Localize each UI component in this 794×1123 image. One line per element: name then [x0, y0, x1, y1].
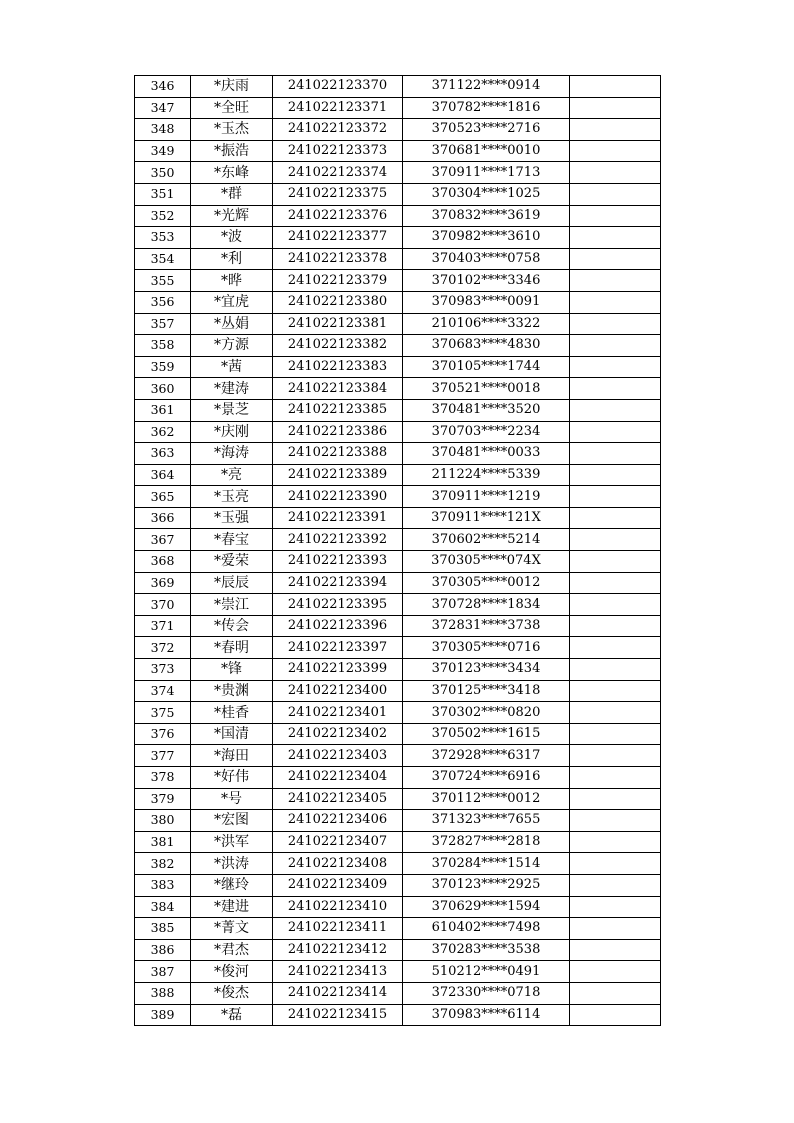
name-cell: *茜	[191, 356, 273, 378]
exam-id-cell: 241022123382	[273, 335, 403, 357]
table-row	[135, 594, 661, 616]
name-cell: *传会	[191, 615, 273, 637]
remarks-cell	[570, 486, 661, 508]
remarks-cell	[570, 464, 661, 486]
id-card-cell: 370782****1816	[403, 97, 570, 119]
id-card-cell: 370911****1219	[403, 486, 570, 508]
remarks-cell	[570, 183, 661, 205]
id-card-cell: 370112****0012	[403, 788, 570, 810]
id-card-cell: 370305****0716	[403, 637, 570, 659]
id-card-cell: 370911****121X	[403, 507, 570, 529]
table-row	[135, 874, 661, 896]
id-card-cell: 370983****0091	[403, 291, 570, 313]
exam-id-cell: 241022123381	[273, 313, 403, 335]
exam-id-cell: 241022123377	[273, 227, 403, 249]
id-card-cell: 370305****074X	[403, 551, 570, 573]
remarks-cell	[570, 248, 661, 270]
row-number-cell: 361	[135, 399, 191, 421]
exam-id-cell: 241022123390	[273, 486, 403, 508]
table-row	[135, 659, 661, 681]
name-cell: *春明	[191, 637, 273, 659]
table-row	[135, 615, 661, 637]
id-card-cell: 372928****6317	[403, 745, 570, 767]
exam-id-cell: 241022123376	[273, 205, 403, 227]
exam-id-cell: 241022123392	[273, 529, 403, 551]
row-number-cell: 360	[135, 378, 191, 400]
exam-id-cell: 241022123406	[273, 810, 403, 832]
name-cell: *洪涛	[191, 853, 273, 875]
remarks-cell	[570, 162, 661, 184]
name-cell: *俊杰	[191, 982, 273, 1004]
exam-id-cell: 241022123395	[273, 594, 403, 616]
name-cell: *君杰	[191, 939, 273, 961]
table-row	[135, 723, 661, 745]
remarks-cell	[570, 1004, 661, 1026]
table-row	[135, 745, 661, 767]
id-card-cell: 370982****3610	[403, 227, 570, 249]
row-number-cell: 346	[135, 76, 191, 98]
remarks-cell	[570, 205, 661, 227]
remarks-cell	[570, 572, 661, 594]
row-number-cell: 372	[135, 637, 191, 659]
row-number-cell: 355	[135, 270, 191, 292]
table-row	[135, 356, 661, 378]
table-row	[135, 97, 661, 119]
exam-id-cell: 241022123397	[273, 637, 403, 659]
name-cell: *宜虎	[191, 291, 273, 313]
remarks-cell	[570, 313, 661, 335]
exam-id-cell: 241022123414	[273, 982, 403, 1004]
remarks-cell	[570, 76, 661, 98]
id-card-cell: 211224****5339	[403, 464, 570, 486]
id-card-cell: 371323****7655	[403, 810, 570, 832]
id-card-cell: 370305****0012	[403, 572, 570, 594]
row-number-cell: 377	[135, 745, 191, 767]
name-cell: *玉杰	[191, 119, 273, 141]
table-body	[135, 76, 661, 1026]
exam-id-cell: 241022123412	[273, 939, 403, 961]
id-card-cell: 370683****4830	[403, 335, 570, 357]
row-number-cell: 383	[135, 874, 191, 896]
remarks-cell	[570, 421, 661, 443]
row-number-cell: 379	[135, 788, 191, 810]
id-card-cell: 370102****3346	[403, 270, 570, 292]
id-card-cell: 370481****0033	[403, 443, 570, 465]
name-cell: *磊	[191, 1004, 273, 1026]
id-card-cell: 372827****2818	[403, 831, 570, 853]
exam-id-cell: 241022123411	[273, 918, 403, 940]
remarks-cell	[570, 723, 661, 745]
exam-id-cell: 241022123373	[273, 140, 403, 162]
row-number-cell: 363	[135, 443, 191, 465]
table-row	[135, 270, 661, 292]
exam-id-cell: 241022123401	[273, 702, 403, 724]
row-number-cell: 374	[135, 680, 191, 702]
exam-id-cell: 241022123396	[273, 615, 403, 637]
remarks-cell	[570, 507, 661, 529]
name-cell: *菁文	[191, 918, 273, 940]
table-row	[135, 680, 661, 702]
remarks-cell	[570, 291, 661, 313]
row-number-cell: 359	[135, 356, 191, 378]
table-row	[135, 119, 661, 141]
remarks-cell	[570, 529, 661, 551]
table-row	[135, 183, 661, 205]
candidate-list	[134, 75, 661, 1026]
remarks-cell	[570, 702, 661, 724]
remarks-cell	[570, 594, 661, 616]
exam-id-cell: 241022123400	[273, 680, 403, 702]
exam-id-cell: 241022123378	[273, 248, 403, 270]
id-card-cell: 371122****0914	[403, 76, 570, 98]
id-card-cell: 370284****1514	[403, 853, 570, 875]
id-card-cell: 610402****7498	[403, 918, 570, 940]
table-row	[135, 918, 661, 940]
table-row	[135, 227, 661, 249]
remarks-cell	[570, 896, 661, 918]
name-cell: *全旺	[191, 97, 273, 119]
name-cell: *亮	[191, 464, 273, 486]
table-row	[135, 529, 661, 551]
table-row	[135, 702, 661, 724]
remarks-cell	[570, 378, 661, 400]
row-number-cell: 358	[135, 335, 191, 357]
id-card-cell: 370629****1594	[403, 896, 570, 918]
remarks-cell	[570, 270, 661, 292]
row-number-cell: 349	[135, 140, 191, 162]
name-cell: *景芝	[191, 399, 273, 421]
id-card-cell: 370523****2716	[403, 119, 570, 141]
id-card-cell: 370105****1744	[403, 356, 570, 378]
name-cell: *东峰	[191, 162, 273, 184]
exam-id-cell: 241022123405	[273, 788, 403, 810]
id-card-cell: 370481****3520	[403, 399, 570, 421]
table-row	[135, 572, 661, 594]
remarks-cell	[570, 982, 661, 1004]
table-row	[135, 486, 661, 508]
name-cell: *庆雨	[191, 76, 273, 98]
remarks-cell	[570, 356, 661, 378]
row-number-cell: 365	[135, 486, 191, 508]
id-card-cell: 370728****1834	[403, 594, 570, 616]
exam-id-cell: 241022123374	[273, 162, 403, 184]
row-number-cell: 350	[135, 162, 191, 184]
row-number-cell: 356	[135, 291, 191, 313]
id-card-cell: 370703****2234	[403, 421, 570, 443]
table-row	[135, 162, 661, 184]
name-cell: *桂香	[191, 702, 273, 724]
exam-id-cell: 241022123394	[273, 572, 403, 594]
exam-id-cell: 241022123389	[273, 464, 403, 486]
remarks-cell	[570, 853, 661, 875]
table-row	[135, 853, 661, 875]
name-cell: *波	[191, 227, 273, 249]
id-card-cell: 370125****3418	[403, 680, 570, 702]
row-number-cell: 348	[135, 119, 191, 141]
row-number-cell: 370	[135, 594, 191, 616]
remarks-cell	[570, 615, 661, 637]
table-row	[135, 961, 661, 983]
table-row	[135, 291, 661, 313]
remarks-cell	[570, 831, 661, 853]
name-cell: *光辉	[191, 205, 273, 227]
row-number-cell: 357	[135, 313, 191, 335]
exam-id-cell: 241022123391	[273, 507, 403, 529]
exam-id-cell: 241022123380	[273, 291, 403, 313]
id-card-cell: 370403****0758	[403, 248, 570, 270]
exam-id-cell: 241022123386	[273, 421, 403, 443]
row-number-cell: 362	[135, 421, 191, 443]
table-row	[135, 896, 661, 918]
table-row	[135, 939, 661, 961]
remarks-cell	[570, 140, 661, 162]
row-number-cell: 366	[135, 507, 191, 529]
id-card-cell: 510212****0491	[403, 961, 570, 983]
table-row	[135, 767, 661, 789]
name-cell: *爱荣	[191, 551, 273, 573]
id-card-cell: 370123****3434	[403, 659, 570, 681]
exam-id-cell: 241022123415	[273, 1004, 403, 1026]
id-card-cell: 372831****3738	[403, 615, 570, 637]
id-card-cell: 210106****3322	[403, 313, 570, 335]
exam-id-cell: 241022123407	[273, 831, 403, 853]
table-row	[135, 982, 661, 1004]
remarks-cell	[570, 939, 661, 961]
name-cell: *锋	[191, 659, 273, 681]
row-number-cell: 364	[135, 464, 191, 486]
id-card-cell: 370681****0010	[403, 140, 570, 162]
exam-id-cell: 241022123403	[273, 745, 403, 767]
name-cell: *建涛	[191, 378, 273, 400]
row-number-cell: 378	[135, 767, 191, 789]
remarks-cell	[570, 119, 661, 141]
table-row	[135, 313, 661, 335]
remarks-cell	[570, 918, 661, 940]
name-cell: *方源	[191, 335, 273, 357]
row-number-cell: 375	[135, 702, 191, 724]
table-row	[135, 76, 661, 98]
remarks-cell	[570, 961, 661, 983]
name-cell: *春宝	[191, 529, 273, 551]
row-number-cell: 353	[135, 227, 191, 249]
row-number-cell: 369	[135, 572, 191, 594]
exam-id-cell: 241022123413	[273, 961, 403, 983]
remarks-cell	[570, 97, 661, 119]
row-number-cell: 371	[135, 615, 191, 637]
name-cell: *宏图	[191, 810, 273, 832]
row-number-cell: 354	[135, 248, 191, 270]
table-row	[135, 464, 661, 486]
id-card-cell: 370602****5214	[403, 529, 570, 551]
table-row	[135, 551, 661, 573]
candidate-table	[134, 75, 661, 1026]
exam-id-cell: 241022123409	[273, 874, 403, 896]
remarks-cell	[570, 874, 661, 896]
exam-id-cell: 241022123393	[273, 551, 403, 573]
table-row	[135, 443, 661, 465]
name-cell: *群	[191, 183, 273, 205]
name-cell: *海涛	[191, 443, 273, 465]
id-card-cell: 370832****3619	[403, 205, 570, 227]
row-number-cell: 376	[135, 723, 191, 745]
table-row	[135, 507, 661, 529]
row-number-cell: 347	[135, 97, 191, 119]
name-cell: *国清	[191, 723, 273, 745]
exam-id-cell: 241022123372	[273, 119, 403, 141]
row-number-cell: 388	[135, 982, 191, 1004]
table-row	[135, 335, 661, 357]
exam-id-cell: 241022123402	[273, 723, 403, 745]
row-number-cell: 384	[135, 896, 191, 918]
exam-id-cell: 241022123371	[273, 97, 403, 119]
id-card-cell: 370911****1713	[403, 162, 570, 184]
name-cell: *建进	[191, 896, 273, 918]
name-cell: *海田	[191, 745, 273, 767]
id-card-cell: 370521****0018	[403, 378, 570, 400]
row-number-cell: 382	[135, 853, 191, 875]
name-cell: *贵渊	[191, 680, 273, 702]
name-cell: *洪军	[191, 831, 273, 853]
exam-id-cell: 241022123385	[273, 399, 403, 421]
name-cell: *继玲	[191, 874, 273, 896]
table-row	[135, 205, 661, 227]
row-number-cell: 386	[135, 939, 191, 961]
table-row	[135, 637, 661, 659]
remarks-cell	[570, 745, 661, 767]
remarks-cell	[570, 788, 661, 810]
table-row	[135, 788, 661, 810]
row-number-cell: 373	[135, 659, 191, 681]
id-card-cell: 370123****2925	[403, 874, 570, 896]
table-row	[135, 399, 661, 421]
table-row	[135, 1004, 661, 1026]
row-number-cell: 351	[135, 183, 191, 205]
remarks-cell	[570, 680, 661, 702]
table-row	[135, 421, 661, 443]
id-card-cell: 370302****0820	[403, 702, 570, 724]
table-row	[135, 140, 661, 162]
remarks-cell	[570, 637, 661, 659]
id-card-cell: 370283****3538	[403, 939, 570, 961]
row-number-cell: 352	[135, 205, 191, 227]
name-cell: *晔	[191, 270, 273, 292]
name-cell: *利	[191, 248, 273, 270]
name-cell: *庆刚	[191, 421, 273, 443]
name-cell: *振浩	[191, 140, 273, 162]
row-number-cell: 381	[135, 831, 191, 853]
remarks-cell	[570, 767, 661, 789]
name-cell: *崇江	[191, 594, 273, 616]
name-cell: *好伟	[191, 767, 273, 789]
table-row	[135, 831, 661, 853]
name-cell: *玉亮	[191, 486, 273, 508]
exam-id-cell: 241022123388	[273, 443, 403, 465]
name-cell: *丛娟	[191, 313, 273, 335]
remarks-cell	[570, 335, 661, 357]
table-row	[135, 248, 661, 270]
row-number-cell: 385	[135, 918, 191, 940]
exam-id-cell: 241022123379	[273, 270, 403, 292]
exam-id-cell: 241022123399	[273, 659, 403, 681]
remarks-cell	[570, 551, 661, 573]
exam-id-cell: 241022123404	[273, 767, 403, 789]
id-card-cell: 370983****6114	[403, 1004, 570, 1026]
exam-id-cell: 241022123375	[273, 183, 403, 205]
row-number-cell: 380	[135, 810, 191, 832]
name-cell: *号	[191, 788, 273, 810]
name-cell: *玉强	[191, 507, 273, 529]
remarks-cell	[570, 399, 661, 421]
id-card-cell: 370724****6916	[403, 767, 570, 789]
name-cell: *辰辰	[191, 572, 273, 594]
exam-id-cell: 241022123408	[273, 853, 403, 875]
exam-id-cell: 241022123370	[273, 76, 403, 98]
id-card-cell: 372330****0718	[403, 982, 570, 1004]
exam-id-cell: 241022123384	[273, 378, 403, 400]
remarks-cell	[570, 810, 661, 832]
id-card-cell: 370304****1025	[403, 183, 570, 205]
remarks-cell	[570, 227, 661, 249]
table-row	[135, 378, 661, 400]
row-number-cell: 387	[135, 961, 191, 983]
row-number-cell: 368	[135, 551, 191, 573]
id-card-cell: 370502****1615	[403, 723, 570, 745]
remarks-cell	[570, 443, 661, 465]
exam-id-cell: 241022123383	[273, 356, 403, 378]
exam-id-cell: 241022123410	[273, 896, 403, 918]
remarks-cell	[570, 659, 661, 681]
table-row	[135, 810, 661, 832]
row-number-cell: 389	[135, 1004, 191, 1026]
row-number-cell: 367	[135, 529, 191, 551]
name-cell: *俊河	[191, 961, 273, 983]
